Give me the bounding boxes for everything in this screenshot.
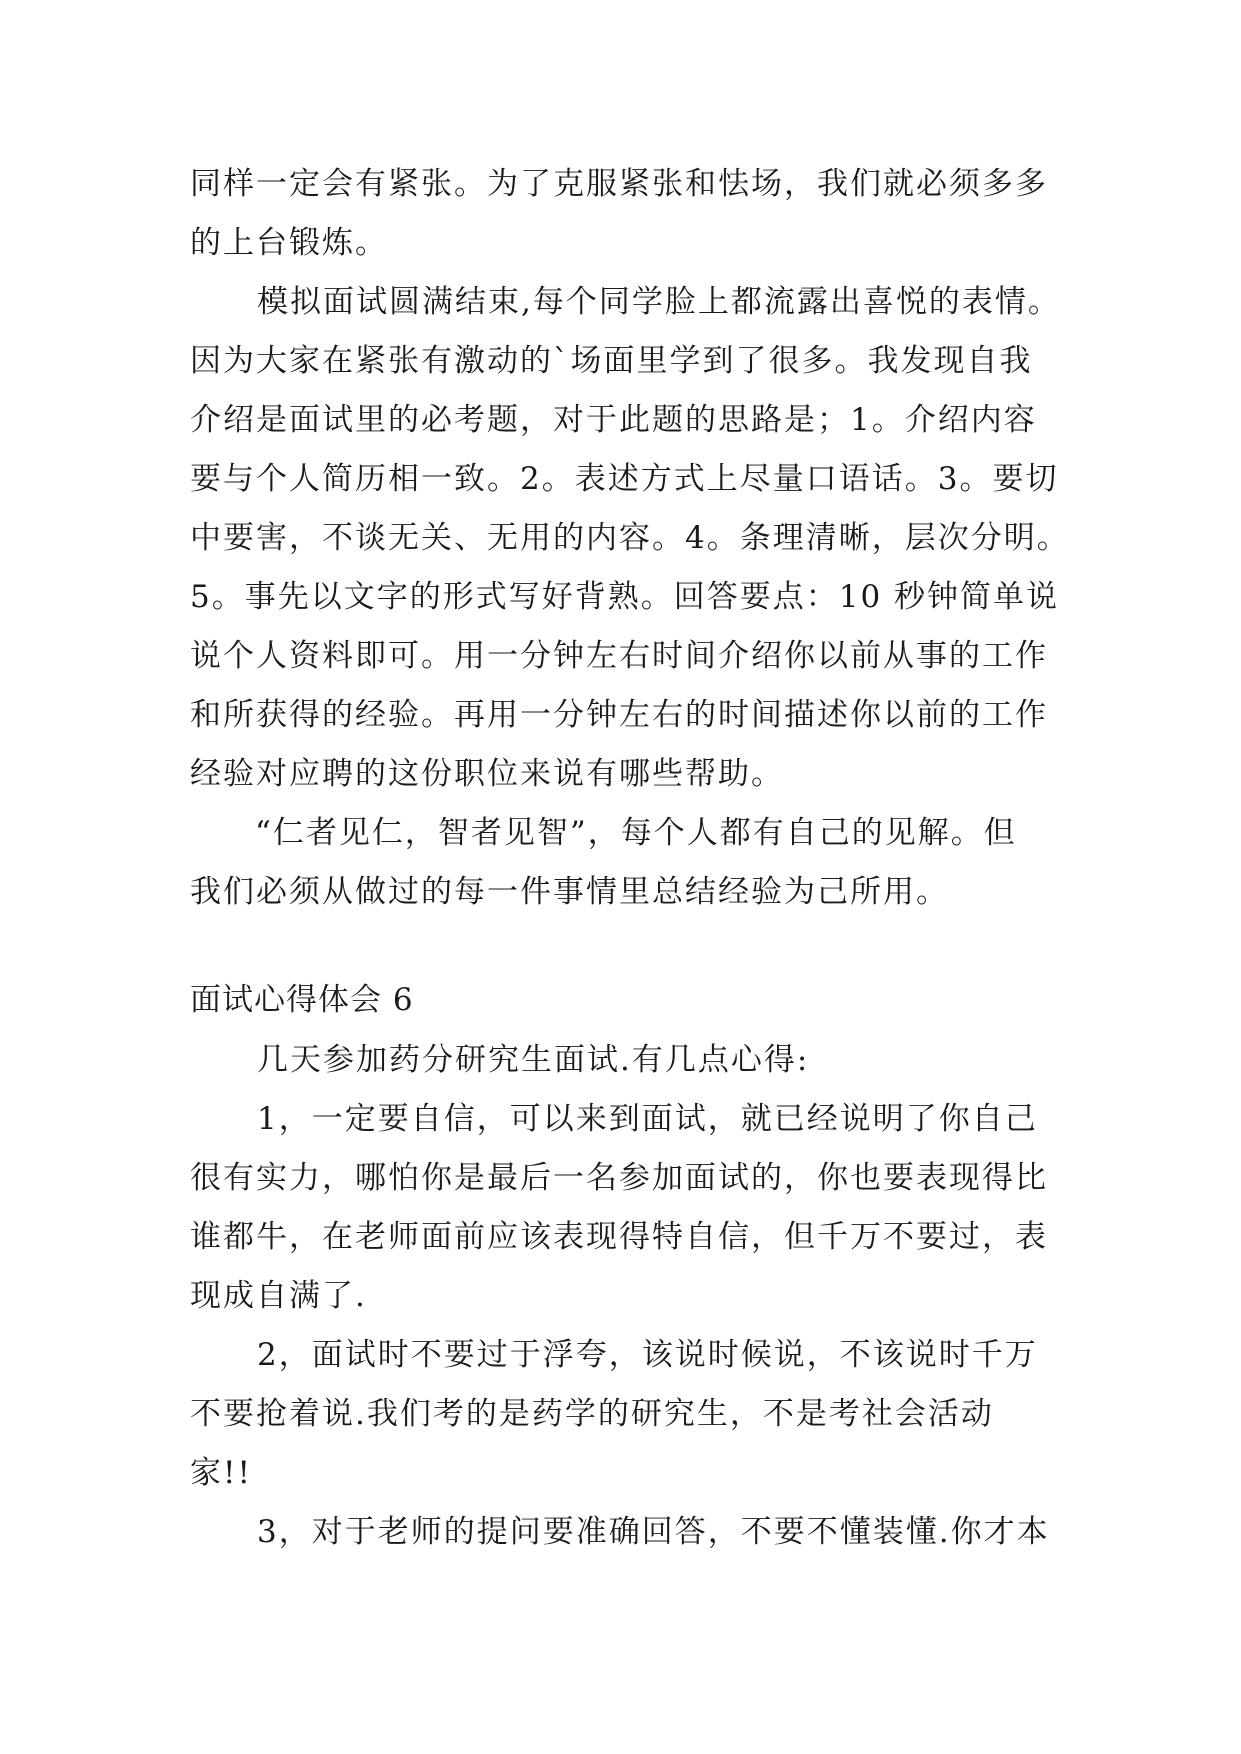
- text-line: 现成自满了.: [190, 1278, 367, 1314]
- text-line: 说个人资料即可。用一分钟左右时间介绍你以前从事的工作: [190, 638, 1048, 674]
- paragraph-start-line: 几天参加药分研究生面试.有几点心得:: [257, 1042, 810, 1078]
- paragraph-start-line: 3，对于老师的提问要准确回答，不要不懂装懂.你才本: [257, 1514, 1050, 1550]
- text-line: 5。事先以文字的形式写好背熟。回答要点：10 秒钟简单说: [190, 579, 1060, 615]
- text-line: 因为大家在紧张有激动的`场面里学到了很多。我发现自我: [190, 343, 1033, 379]
- paragraph-start-line: 1，一定要自信，可以来到面试，就已经说明了你自己: [257, 1101, 1038, 1137]
- text-line: 谁都牛，在老师面前应该表现得特自信，但千万不要过，表: [190, 1219, 1048, 1255]
- paragraph-start-line: “仁者见仁，智者见智”，每个人都有自己的见解。但: [255, 815, 1017, 851]
- text-line: 家!!: [190, 1455, 252, 1491]
- text-line: 的上台锻炼。: [190, 225, 388, 261]
- text-line: 中要害，不谈无关、无用的内容。4。条理清晰，层次分明。: [190, 520, 1070, 556]
- section-heading: 面试心得体会 6: [190, 982, 414, 1018]
- text-line: 不要抢着说.我们考的是药学的研究生，不是考社会活动: [190, 1396, 994, 1432]
- text-line: 同样一定会有紧张。为了克服紧张和怯场，我们就必须多多: [190, 166, 1048, 202]
- text-line: 要与个人简历相一致。2。表述方式上尽量口语话。3。要切: [190, 461, 1059, 497]
- text-line: 和所获得的经验。再用一分钟左右的时间描述你以前的工作: [190, 697, 1048, 733]
- text-line: 很有实力，哪怕你是最后一名参加面试的，你也要表现得比: [190, 1160, 1048, 1196]
- paragraph-start-line: 2，面试时不要过于浮夸，该说时候说，不该说时千万: [257, 1337, 1038, 1373]
- text-line: 介绍是面试里的必考题，对于此题的思路是；1。介绍内容: [190, 402, 1037, 438]
- paragraph-start-line: 模拟面试圆满结束,每个同学脸上都流露出喜悦的表情。: [257, 284, 1061, 320]
- text-line: 经验对应聘的这份职位来说有哪些帮助。: [190, 756, 784, 792]
- text-line: 我们必须从做过的每一件事情里总结经验为己所用。: [190, 874, 949, 910]
